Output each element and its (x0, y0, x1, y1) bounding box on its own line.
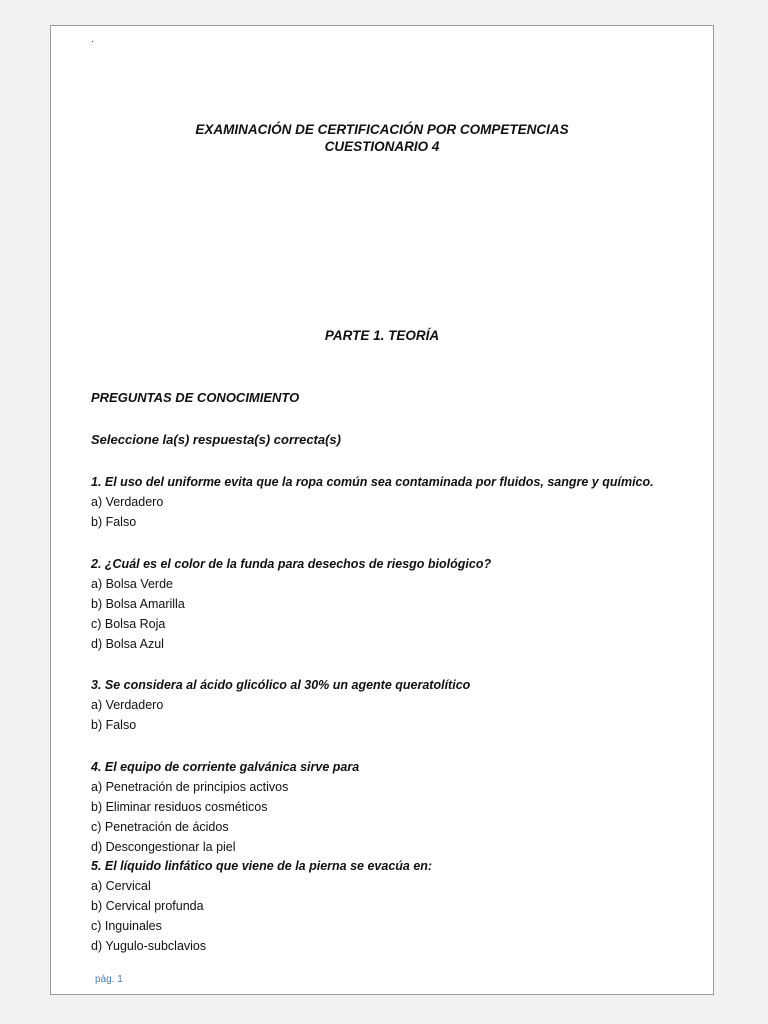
question-4 (91, 757, 711, 857)
document-subtitle: CUESTIONARIO 4 (324, 139, 440, 154)
instruction-text: Seleccione la(s) respuesta(s) correcta(s) (91, 432, 341, 447)
question-text: 5. El líquido linfático que viene de la pierna se evacúa en: (91, 859, 433, 873)
page-number: pág. 1 (95, 974, 123, 985)
answer-option: a) Bolsa Verde (91, 577, 173, 591)
document-page (50, 25, 714, 995)
answer-option: d) Yugulo-subclavios (91, 939, 207, 953)
answer-option: c) Penetración de ácidos (91, 820, 229, 834)
document-title: EXAMINACIÓN DE CERTIFICACIÓN POR COMPETENCIAS (195, 122, 569, 137)
question-text: 1. El uso del uniforme evita que la ropa común sea contaminada por fluidos, sangre y químico. (91, 475, 654, 489)
part-title: PARTE 1. TEORÍA (324, 328, 440, 343)
answer-option: b) Cervical profunda (91, 899, 204, 913)
question-5 (91, 856, 711, 956)
answer-option: a) Verdadero (91, 698, 164, 712)
answer-option: a) Penetración de principios activos (91, 780, 289, 794)
answer-option: c) Bolsa Roja (91, 617, 166, 631)
question-text: 3. Se considera al ácido glicólico al 30% un agente queratolítico (91, 678, 471, 692)
answer-option: c) Inguinales (91, 919, 162, 933)
section-title: PREGUNTAS DE CONOCIMIENTO (91, 390, 300, 405)
answer-option: d) Descongestionar la piel (91, 840, 236, 854)
answer-option: a) Verdadero (91, 495, 164, 509)
answer-option: b) Falso (91, 515, 137, 529)
answer-option: b) Eliminar residuos cosméticos (91, 800, 268, 814)
question-3 (91, 675, 711, 735)
question-2 (91, 554, 711, 654)
answer-option: b) Falso (91, 718, 137, 732)
answer-option: a) Cervical (91, 879, 151, 893)
question-text: 4. El equipo de corriente galvánica sirve para (91, 760, 360, 774)
answer-option: d) Bolsa Azul (91, 637, 164, 651)
question-1 (91, 472, 711, 532)
answer-option: b) Bolsa Amarilla (91, 597, 185, 611)
header-mark: · (91, 36, 95, 47)
question-text: 2. ¿Cuál es el color de la funda para desechos de riesgo biológico? (91, 557, 492, 571)
